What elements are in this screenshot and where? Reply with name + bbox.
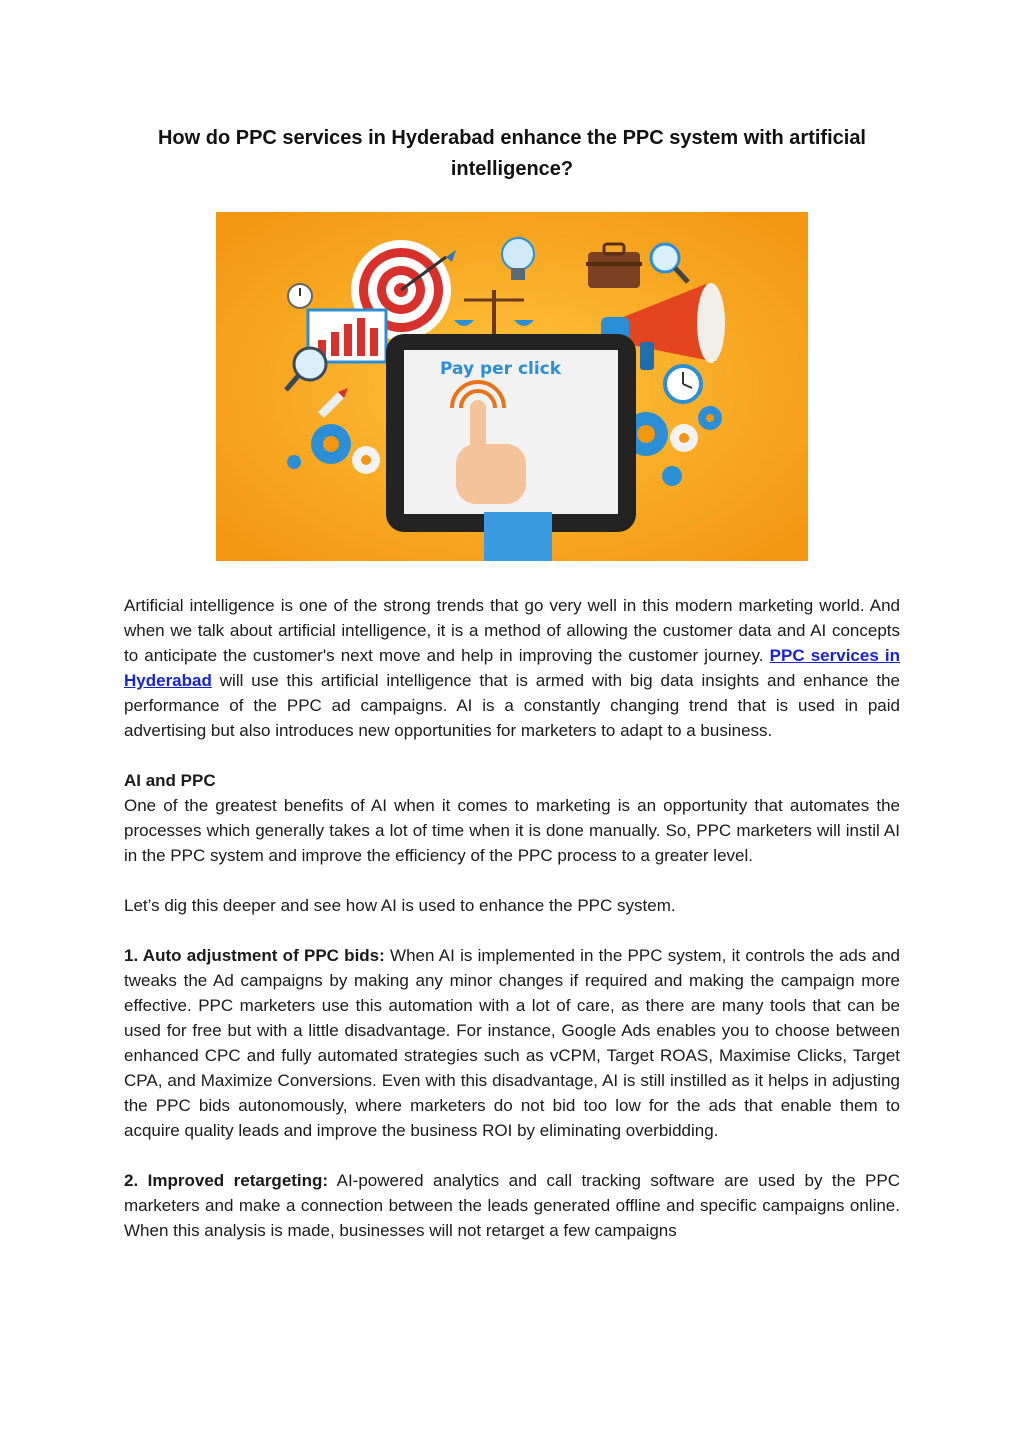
intro-paragraph [124,593,900,743]
point-text: AI-powered analytics and call tracking software are used by the PPC marketers and make a connection between the leads generated offline and specific campaigns online. When this analysis is made, businesses will not retarget a few campaigns [124,1171,900,1240]
point-auto-adjustment [124,943,900,1143]
ai-ppc-heading: AI and PPC [124,771,216,790]
point-label: 1. Auto adjustment of PPC bids: [124,946,385,965]
hero-image [216,212,808,561]
intro-text-before: Artificial intelligence is one of the strong trends that go very well in this modern marketing world. And when we talk about artificial intelligence, it is a method of allowing the customer data and AI concepts to anticipate the customer's next move and help in improving the customer journey. [124,596,900,665]
ppc-services-link[interactable]: PPC services in Hyderabad [124,646,901,690]
point-improved-retargeting [124,1168,900,1243]
stopwatch-icon-right [665,366,701,402]
document-body [124,593,900,1243]
document-title: How do PPC services in Hyderabad enhance the PPC system with artificial intelligence? [157,127,866,180]
point-label: 2. Improved retargeting: [124,1171,329,1190]
point-text: When AI is implemented in the PPC system, it controls the ads and tweaks the Ad campaigns by making any minor changes if required and making the campaign more effective. PPC marketers use this automation with a lot of care, as there are many tools that can be used for free but with a little disadvantage. For instance, Google Ads enables you to choose between enhanced CPC and fully automated strategies such as vCPM, Target ROAS, Maximise Clicks, Target CPA, and Maximize Conversions. Even with this disadvantage, AI is still instilled as it helps in adjusting the PPC bids autonomously, where marketers do not bid too low for the ads that enable them to acquire quality leads and improve the business ROI by eliminating overbidding. [124,946,900,1140]
ai-ppc-paragraph: One of the greatest benefits of AI when it comes to marketing is an opportunity that automates the processes which generally takes a lot of time when it is done manually. So, PPC marketers will instil AI in the PPC system and improve the efficiency of the PPC process to a greater level. [124,796,900,865]
dig-deeper-paragraph: Let’s dig this deeper and see how AI is used to enhance the PPC system. [124,896,676,915]
intro-text-after: will use this artificial intelligence that is armed with big data insights and enhance the performance of the PPC ad campaigns. AI is a constantly changing trend that is used in paid advertising but also introduces new opportunities for marketers to adapt to a business. [124,671,900,740]
tablet-screen-text: Pay per click [440,359,562,379]
stopwatch-icon [288,284,312,308]
